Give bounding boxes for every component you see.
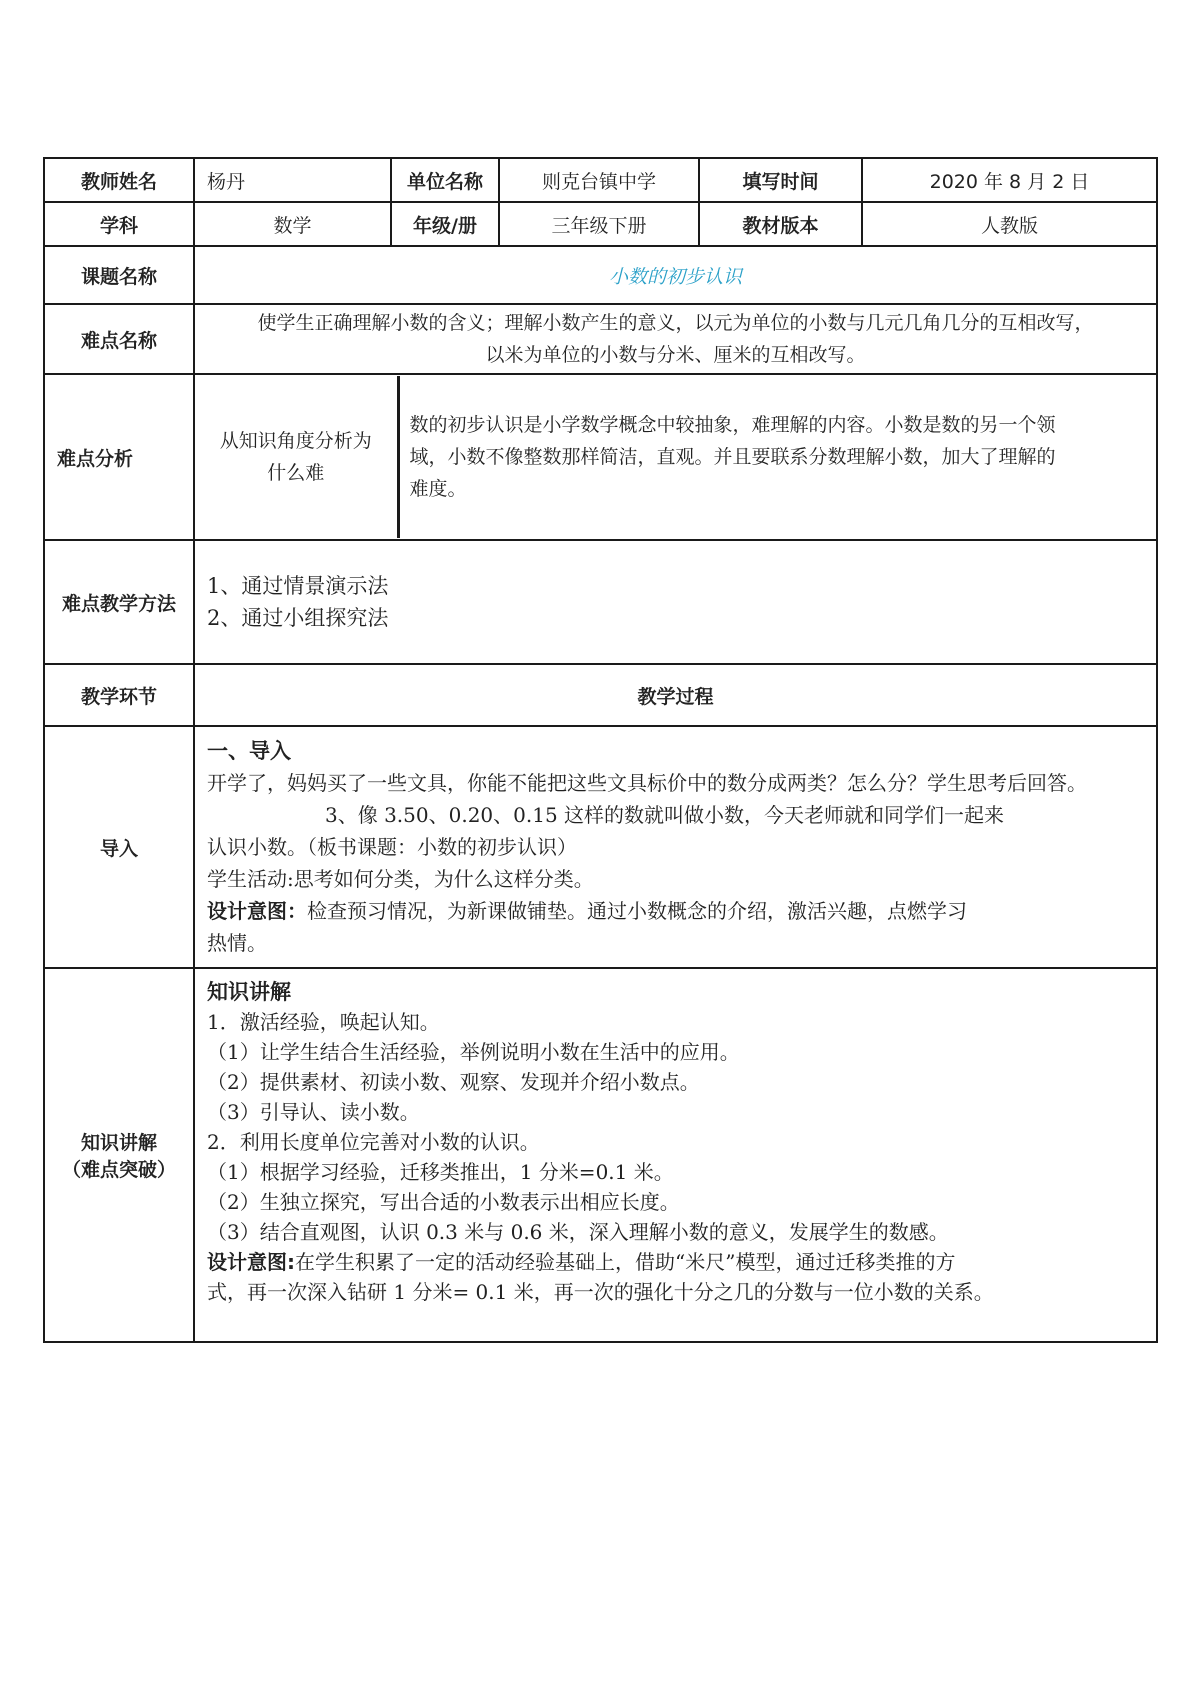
grade-value: 三年级下册 [499, 202, 699, 246]
knowledge-line-8: （3）结合直观图，认识 0.3 米与 0.6 米，深入理解小数的意义，发展学生的数感。 [207, 1220, 949, 1244]
lesson-plan-table [43, 157, 1158, 1343]
unit-label: 单位名称 [391, 158, 499, 202]
knowledge-title: 知识讲解 [207, 980, 291, 1004]
intro-design [207, 895, 1144, 927]
analysis-line-3: 难度。 [409, 478, 467, 500]
methods-row [44, 540, 1157, 664]
method-item: 2、通过小组探究法 [207, 606, 389, 630]
knowledge-line-6: （1）根据学习经验，迁移类推出，1 分米=0.1 米。 [207, 1160, 674, 1184]
intro-line-3: 认识小数。（板书课题：小数的初步认识） [207, 835, 577, 859]
analysis-line-2: 域，小数不像整数那样简洁，直观。并且要联系分数理解小数，加大了理解的 [409, 446, 1056, 468]
difficulty-line-1: 使学生正确理解小数的含义；理解小数产生的意义，以元为单位的小数与几元几角几分的互相改写， [257, 312, 1094, 334]
knowledge-line-2: （1）让学生结合生活经验，举例说明小数在生活中的应用。 [207, 1040, 740, 1064]
knowledge-design [207, 1247, 1144, 1277]
teacher-name: 杨丹 [194, 158, 391, 202]
stage-label: 教学环节 [44, 664, 194, 726]
topic-label: 课题名称 [44, 246, 194, 304]
teacher-label: 教师姓名 [44, 158, 194, 202]
knowledge-label [44, 968, 194, 1342]
intro-title: 一、导入 [207, 739, 291, 763]
knowledge-design-line-1: 在学生积累了一定的活动经验基础上，借助“米尺”模型，通过迁移类推的方 [295, 1250, 956, 1274]
lesson-plan-page [43, 157, 1156, 1343]
edition-label: 教材版本 [699, 202, 862, 246]
knowledge-line-3: （2）提供素材、初读小数、观察、发现并介绍小数点。 [207, 1070, 700, 1094]
intro-design-line-1: 检查预习情况，为新课做铺垫。通过小数概念的介绍，激活兴趣，点燃学习 [307, 899, 967, 923]
knowledge-line-4: （3）引导认、读小数。 [207, 1100, 420, 1124]
intro-content [194, 726, 1157, 968]
date-label: 填写时间 [699, 158, 862, 202]
unit-name: 则克台镇中学 [499, 158, 699, 202]
analysis-row [44, 374, 1157, 540]
intro-row [44, 726, 1157, 968]
topic-row [44, 246, 1157, 304]
intro-design-line-2: 热情。 [207, 931, 267, 955]
knowledge-row [44, 968, 1157, 1342]
grade-label: 年级/册 [391, 202, 499, 246]
methods-label: 难点教学方法 [44, 540, 194, 664]
analysis-label: 难点分析 [44, 374, 194, 540]
analysis-sub-label-line-2: 什么难 [267, 462, 325, 484]
intro-label: 导入 [44, 726, 194, 968]
analysis-sub-label [195, 376, 398, 538]
difficulty-text [194, 304, 1157, 374]
analysis-cell [194, 374, 1157, 540]
header-row-2 [44, 202, 1157, 246]
subject-label: 学科 [44, 202, 194, 246]
analysis-text [398, 376, 1156, 538]
knowledge-content [194, 968, 1157, 1342]
process-label: 教学过程 [194, 664, 1157, 726]
difficulty-line-2: 以米为单位的小数与分米、厘米的互相改写。 [485, 344, 866, 366]
difficulty-row [44, 304, 1157, 374]
analysis-sub-label-line-1: 从知识角度分析为 [219, 430, 372, 452]
methods-list [194, 540, 1157, 664]
knowledge-label-line-1: 知识讲解 [80, 1132, 157, 1154]
edition-value: 人教版 [862, 202, 1157, 246]
header-row-1 [44, 158, 1157, 202]
intro-line-1: 开学了，妈妈买了一些文具，你能不能把这些文具标价中的数分成两类？怎么分？学生思考后回答。 [207, 771, 1087, 795]
method-item: 1、通过情景演示法 [207, 574, 389, 598]
date-value: 2020 年 8 月 2 日 [862, 158, 1157, 202]
knowledge-design-label: 设计意图: [207, 1250, 295, 1274]
intro-design-label: 设计意图： [207, 899, 307, 923]
process-header-row [44, 664, 1157, 726]
subject-value: 数学 [194, 202, 391, 246]
knowledge-line-7: （2）生独立探究，写出合适的小数表示出相应长度。 [207, 1190, 680, 1214]
knowledge-line-1: 1．激活经验，唤起认知。 [207, 1010, 440, 1034]
intro-line-4: 学生活动:思考如何分类，为什么这样分类。 [207, 867, 594, 891]
knowledge-label-line-2: （难点突破） [61, 1159, 176, 1181]
knowledge-line-5: 2．利用长度单位完善对小数的认识。 [207, 1130, 540, 1154]
intro-line-2: 3、像 3.50、0.20、0.15 这样的数就叫做小数，今天老师就和同学们一起来 [325, 803, 1005, 827]
knowledge-design-line-2: 式，再一次深入钻研 1 分米= 0.1 米，再一次的强化十分之几的分数与一位小数的关系。 [207, 1280, 994, 1304]
analysis-inner-table [195, 376, 1156, 538]
analysis-line-1: 数的初步认识是小学数学概念中较抽象，难理解的内容。小数是数的另一个领 [409, 414, 1056, 436]
topic-value: 小数的初步认识 [194, 246, 1157, 304]
difficulty-label: 难点名称 [44, 304, 194, 374]
